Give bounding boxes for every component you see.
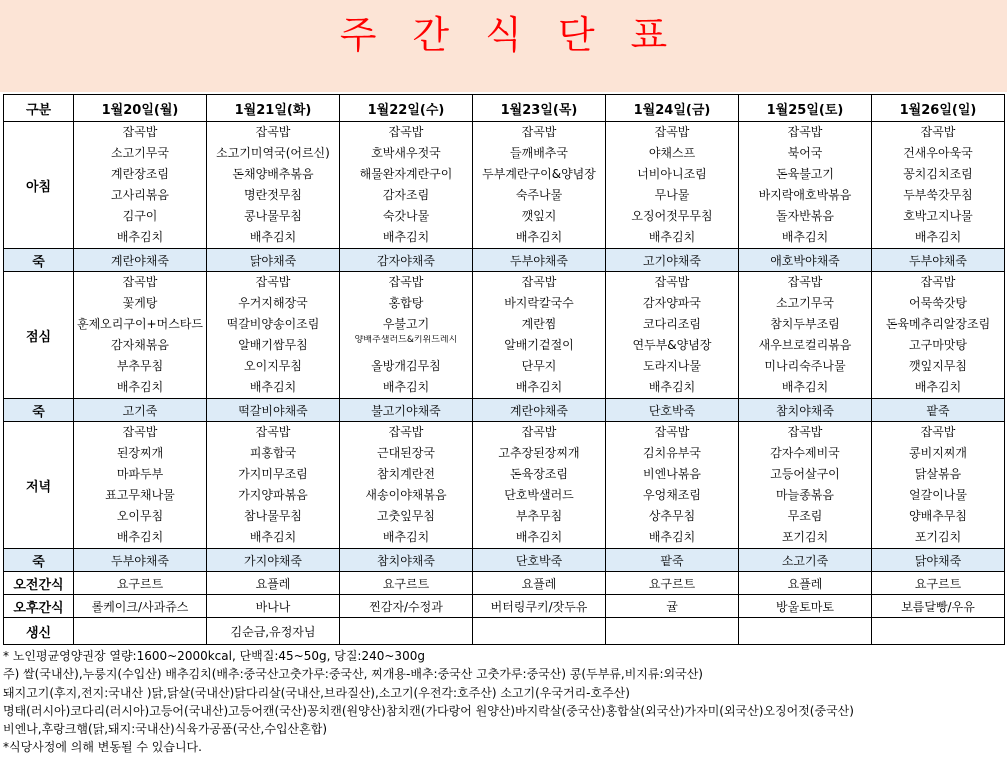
- note-line: 돼지고기(후지,전지:국내산 )닭,닭살(국내산)닭다리살(국내산,브라질산),소고기(우전각:호주산) 소고기(우국거리-호주산): [3, 685, 630, 700]
- menu-item: 무조림: [787, 509, 823, 523]
- menu-item: 명란젓무침: [244, 188, 302, 202]
- menu-item: 배추김치: [515, 230, 563, 244]
- jook3-cell: 닭야채죽: [872, 549, 1005, 572]
- jook3-cell: 소고기죽: [739, 549, 872, 572]
- menu-item: 어묵쑥갓탕: [909, 296, 967, 310]
- menu-item: 배추김치: [648, 530, 696, 544]
- menu-item: 코다리조림: [643, 317, 701, 331]
- menu-item: 호박고지나물: [903, 209, 973, 223]
- menu-item: 가지양파볶음: [238, 488, 308, 502]
- am_snack-cell: 요구르트: [872, 572, 1005, 595]
- header-row: [4, 95, 1005, 122]
- menu-item: 배추김치: [116, 230, 164, 244]
- am_snack-cell: 요플레: [207, 572, 340, 595]
- menu-item: 잡곡밥: [787, 125, 823, 139]
- menu-item: 마늘종볶음: [776, 488, 834, 502]
- menu-item: 근대된장국: [377, 446, 435, 460]
- menu-item: 들깨배추국: [510, 146, 568, 160]
- menu-item: 알배기쌈무침: [238, 338, 308, 352]
- dinner-cell: [207, 422, 340, 549]
- am_snack-cell: 요구르트: [340, 572, 473, 595]
- note-line: 명태(러시아)코다리(러시아)고등어(국내산)고등어캔(국산)꽁치캔(원양산)참치캔(가다랑어 원양산)바지락살(중국산)홍합살(외국산)가자미(외국산)오징어젓(중국산): [3, 703, 854, 718]
- pm_snack-cell: 바나나: [207, 595, 340, 618]
- dinner-label: 저녁: [4, 422, 74, 549]
- menu-item: 배추김치: [781, 380, 829, 394]
- menu-item: 상추무침: [648, 509, 696, 523]
- menu-item: 우거지해장국: [238, 296, 308, 310]
- birthday-cell: [872, 618, 1005, 645]
- menu-item: 두부쑥갓무침: [903, 188, 973, 202]
- menu-item: 고등어살구이: [770, 467, 840, 481]
- menu-item: 잡곡밥: [787, 275, 823, 289]
- breakfast-row: [4, 122, 1005, 249]
- menu-items: [207, 122, 339, 248]
- header-label: 구분: [4, 95, 74, 122]
- menu-items: [606, 422, 738, 548]
- lunch-cell: [872, 272, 1005, 399]
- jook3-row: [4, 549, 1005, 572]
- menu-item: 배추김치: [249, 380, 297, 394]
- menu-items: [473, 422, 605, 548]
- menu-item: 돌자반볶음: [776, 209, 834, 223]
- menu-item: 포기김치: [914, 530, 962, 544]
- menu-item: 배추김치: [515, 380, 563, 394]
- menu-item: 잡곡밥: [521, 275, 557, 289]
- menu-item: 고춧잎무침: [377, 509, 435, 523]
- menu-item: 김구이: [122, 209, 158, 223]
- breakfast-cell: [74, 122, 207, 249]
- menu-item: 부추무침: [116, 359, 164, 373]
- menu-item: 홍합탕: [388, 296, 424, 310]
- day-header: 1월25일(토): [739, 95, 872, 122]
- jook2-cell: 계란야채죽: [473, 399, 606, 422]
- jook2-cell: 참치야채죽: [739, 399, 872, 422]
- pm_snack-row: [4, 595, 1005, 618]
- menu-item: 잡곡밥: [787, 425, 823, 439]
- menu-items: [340, 272, 472, 398]
- menu-items: [872, 272, 1004, 398]
- menu-item: 계란장조림: [111, 167, 169, 181]
- jook2-cell: 떡갈비야채죽: [207, 399, 340, 422]
- page-title: 주간식단표: [339, 13, 704, 57]
- menu-item: 잡곡밥: [920, 125, 956, 139]
- menu-item: 잡곡밥: [255, 275, 291, 289]
- menu-item: 배추김치: [648, 230, 696, 244]
- jook2-label: 죽: [4, 399, 74, 422]
- am_snack-cell: 요플레: [473, 572, 606, 595]
- day-header: 1월20일(월): [74, 95, 207, 122]
- menu-item: 표고무채나물: [105, 488, 175, 502]
- menu-item: 부추무침: [515, 509, 563, 523]
- menu-item: 잡곡밥: [920, 275, 956, 289]
- menu-item: 감자양파국: [643, 296, 701, 310]
- jook1-label: 죽: [4, 249, 74, 272]
- breakfast-cell: [739, 122, 872, 249]
- jook2-cell: 팥죽: [872, 399, 1005, 422]
- menu-item: 잡곡밥: [521, 425, 557, 439]
- menu-item: 도라지나물: [643, 359, 701, 373]
- jook1-row: [4, 249, 1005, 272]
- menu-item: 잡곡밥: [122, 275, 158, 289]
- am_snack-cell: 요구르트: [606, 572, 739, 595]
- menu-items: [207, 272, 339, 398]
- menu-items: [739, 122, 871, 248]
- menu-item: 훈제오리구이+머스타드: [77, 317, 203, 331]
- menu-item: 참치계란전: [377, 467, 435, 481]
- dinner-row: [4, 422, 1005, 549]
- menu-item: 건새우아욱국: [903, 146, 973, 160]
- birthday-cell: [739, 618, 872, 645]
- menu-item: 고구마맛탕: [909, 338, 967, 352]
- birthday-label: 생신: [4, 618, 74, 645]
- birthday-cell: [340, 618, 473, 645]
- menu-items: [74, 272, 206, 398]
- jook3-label: 죽: [4, 549, 74, 572]
- menu-item: 오이지무침: [244, 359, 302, 373]
- menu-item: 참나물무침: [244, 509, 302, 523]
- menu-item: 우엉채조림: [643, 488, 701, 502]
- menu-items: [207, 422, 339, 548]
- jook1-cell: 두부야채죽: [473, 249, 606, 272]
- menu-item: 오징어젓무무침: [631, 209, 713, 223]
- menu-item: 닭살볶음: [914, 467, 962, 481]
- menu-item: 단호박샐러드: [504, 488, 574, 502]
- menu-item: 계란찜: [521, 317, 557, 331]
- menu-item: 양배추샐러드&키위드레시: [354, 335, 458, 345]
- menu-items: [74, 422, 206, 548]
- menu-item: 잡곡밥: [920, 425, 956, 439]
- menu-items: [340, 122, 472, 248]
- note-line: 주) 쌀(국내산),누룽지(수입산) 배추김치(배추:중국산고춧가루:중국산, 찌개용-배추:중국산 고춧가루:중국산) 콩(두부류,비지류:외국산): [3, 667, 703, 682]
- menu-item: 된장찌개: [116, 446, 164, 460]
- breakfast-cell: [207, 122, 340, 249]
- menu-item: 잡곡밥: [122, 425, 158, 439]
- menu-item: 돈육불고기: [776, 167, 834, 181]
- menu-item: 알배기겉절이: [504, 338, 574, 352]
- menu-item: 마파두부: [116, 467, 164, 481]
- menu-item: 돈채양배추볶음: [232, 167, 314, 181]
- breakfast-cell: [340, 122, 473, 249]
- birthday-cell: [473, 618, 606, 645]
- menu-item: 배추김치: [781, 230, 829, 244]
- menu-item: 잡곡밥: [388, 425, 424, 439]
- jook3-cell: 참치야채죽: [340, 549, 473, 572]
- menu-item: 콩나물무침: [244, 209, 302, 223]
- menu-items: [473, 122, 605, 248]
- jook2-row: [4, 399, 1005, 422]
- jook2-cell: 단호박죽: [606, 399, 739, 422]
- jook1-cell: 감자야채죽: [340, 249, 473, 272]
- menu-item: 소고기미역국(어르신): [216, 146, 330, 160]
- menu-item: 배추김치: [515, 530, 563, 544]
- breakfast-label: 아침: [4, 122, 74, 249]
- menu-item: 배추김치: [914, 230, 962, 244]
- pm_snack-cell: 귤: [606, 595, 739, 618]
- dinner-cell: [74, 422, 207, 549]
- menu-item: 배추김치: [382, 230, 430, 244]
- menu-item: 양배추무침: [909, 509, 967, 523]
- menu-item: 고사리볶음: [111, 188, 169, 202]
- dinner-cell: [473, 422, 606, 549]
- menu-item: 잡곡밥: [654, 125, 690, 139]
- menu-item: 꽁치김치조림: [903, 167, 973, 181]
- menu-item: 연두부&양념장: [632, 338, 712, 352]
- menu-item: 두부계란구이&양념장: [482, 167, 596, 181]
- lunch-cell: [473, 272, 606, 399]
- am_snack-cell: 요플레: [739, 572, 872, 595]
- menu-item: 깻잎지무침: [909, 359, 967, 373]
- menu-item: 얼갈이나물: [909, 488, 967, 502]
- day-header: 1월23일(목): [473, 95, 606, 122]
- menu-item: 가지미무조림: [238, 467, 308, 481]
- dinner-cell: [872, 422, 1005, 549]
- lunch-cell: [74, 272, 207, 399]
- jook1-cell: 계란야채죽: [74, 249, 207, 272]
- lunch-cell: [340, 272, 473, 399]
- am_snack-cell: 요구르트: [74, 572, 207, 595]
- menu-item: 콩비지찌개: [909, 446, 967, 460]
- menu-item: 올방개김무침: [371, 359, 441, 373]
- menu-items: [872, 122, 1004, 248]
- menu-item: 호박새우젓국: [371, 146, 441, 160]
- pm_snack-cell: 찐감자/수정과: [340, 595, 473, 618]
- menu-item: 해물완자계란구이: [359, 167, 453, 181]
- menu-item: 새우브로컬리볶음: [758, 338, 852, 352]
- menu-item: 너비아니조림: [637, 167, 707, 181]
- pm_snack-cell: 버터링쿠키/잣두유: [473, 595, 606, 618]
- menu-item: 숙주나물: [515, 188, 563, 202]
- birthday-row: [4, 618, 1005, 645]
- lunch-cell: [739, 272, 872, 399]
- menu-item: 잡곡밥: [654, 425, 690, 439]
- menu-item: 잡곡밥: [255, 425, 291, 439]
- breakfast-cell: [872, 122, 1005, 249]
- menu-items: [606, 272, 738, 398]
- menu-items: [739, 272, 871, 398]
- menu-item: 배추김치: [648, 380, 696, 394]
- menu-item: 잡곡밥: [388, 125, 424, 139]
- lunch-cell: [207, 272, 340, 399]
- menu-item: 잡곡밥: [521, 125, 557, 139]
- menu-item: 소고기무국: [776, 296, 834, 310]
- menu-item: 무나물: [654, 188, 690, 202]
- am_snack-label: 오전간식: [4, 572, 74, 595]
- menu-items: [340, 422, 472, 548]
- menu-item: 배추김치: [116, 380, 164, 394]
- menu-item: 야채스프: [648, 146, 696, 160]
- menu-item: 돈육장조림: [510, 467, 568, 481]
- menu-item: 배추김치: [249, 230, 297, 244]
- pm_snack-cell: 방울토마토: [739, 595, 872, 618]
- menu-item: 꽃게탕: [122, 296, 158, 310]
- menu-item: 잡곡밥: [122, 125, 158, 139]
- birthday-cell: [74, 618, 207, 645]
- menu-item: 김치유부국: [643, 446, 701, 460]
- menu-item: 잡곡밥: [654, 275, 690, 289]
- menu-item: 잡곡밥: [388, 275, 424, 289]
- menu-item: 오이무침: [116, 509, 164, 523]
- pm_snack-cell: 보름달빵/우유: [872, 595, 1005, 618]
- jook2-cell: 고기죽: [74, 399, 207, 422]
- menu-items: [473, 272, 605, 398]
- jook3-cell: 팥죽: [606, 549, 739, 572]
- menu-items: [606, 122, 738, 248]
- menu-item: 깻잎지: [521, 209, 557, 223]
- jook2-cell: 불고기야채죽: [340, 399, 473, 422]
- breakfast-cell: [606, 122, 739, 249]
- menu-item: 감자조림: [382, 188, 430, 202]
- pm_snack-cell: 롤케이크/사과쥬스: [74, 595, 207, 618]
- dinner-cell: [606, 422, 739, 549]
- menu-item: 소고기무국: [111, 146, 169, 160]
- menu-item: 새송이야채볶음: [365, 488, 447, 502]
- breakfast-cell: [473, 122, 606, 249]
- jook3-cell: 가지야채죽: [207, 549, 340, 572]
- lunch-label: 점심: [4, 272, 74, 399]
- menu-item: 포기김치: [781, 530, 829, 544]
- dinner-cell: [739, 422, 872, 549]
- menu-item: 배추김치: [914, 380, 962, 394]
- note-line: 비엔나,후랑크햄(닭,돼지:국내산)식육가공품(국산,수입산혼합): [3, 722, 328, 737]
- jook1-cell: 애호박야채죽: [739, 249, 872, 272]
- menu-item: 배추김치: [249, 530, 297, 544]
- day-header: 1월22일(수): [340, 95, 473, 122]
- menu-items: [74, 122, 206, 248]
- menu-item: 잡곡밥: [255, 125, 291, 139]
- lunch-row: [4, 272, 1005, 399]
- pm_snack-label: 오후간식: [4, 595, 74, 618]
- notes-section: [3, 647, 1004, 757]
- jook1-cell: 고기야채죽: [606, 249, 739, 272]
- menu-item: 배추김치: [382, 530, 430, 544]
- lunch-cell: [606, 272, 739, 399]
- menu-item: 배추김치: [116, 530, 164, 544]
- menu-items: [872, 422, 1004, 548]
- menu-item: 숙갓나물: [382, 209, 430, 223]
- menu-item: 우불고기: [382, 317, 430, 331]
- jook1-cell: 두부야채죽: [872, 249, 1005, 272]
- menu-item: 바지락애호박볶음: [758, 188, 852, 202]
- menu-item: 감자수제비국: [770, 446, 840, 460]
- note-line: *식당사정에 의해 변동될 수 있습니다.: [3, 740, 202, 755]
- note-line: * 노인평균영양권장 열량:1600~2000kcal, 단백질:45~50g, 당질:240~300g: [3, 649, 425, 663]
- menu-item: 감자채볶음: [111, 338, 169, 352]
- day-header: 1월24일(금): [606, 95, 739, 122]
- birthday-cell: [606, 618, 739, 645]
- menu-items: [739, 422, 871, 548]
- jook1-cell: 닭야채죽: [207, 249, 340, 272]
- weekly-menu-table: [3, 94, 1005, 645]
- menu-item: 배추김치: [382, 380, 430, 394]
- day-header: 1월26일(일): [872, 95, 1005, 122]
- menu-item: 북어국: [787, 146, 823, 160]
- am_snack-row: [4, 572, 1005, 595]
- jook3-cell: 단호박죽: [473, 549, 606, 572]
- menu-item: 미나리숙주나물: [764, 359, 846, 373]
- menu-item: 단무지: [521, 359, 557, 373]
- jook3-cell: 두부야채죽: [74, 549, 207, 572]
- menu-item: 고추장된장찌개: [498, 446, 580, 460]
- day-header: 1월21일(화): [207, 95, 340, 122]
- menu-item: 참치두부조림: [770, 317, 840, 331]
- menu-item: 비엔나볶음: [643, 467, 701, 481]
- dinner-cell: [340, 422, 473, 549]
- menu-item: 바지락칼국수: [504, 296, 574, 310]
- menu-item: 돈육메추리알장조림: [885, 317, 991, 331]
- menu-item: 떡갈비양송이조림: [226, 317, 320, 331]
- birthday-cell: 김순금,유정자님: [207, 618, 340, 645]
- menu-item: 피홍합국: [249, 446, 297, 460]
